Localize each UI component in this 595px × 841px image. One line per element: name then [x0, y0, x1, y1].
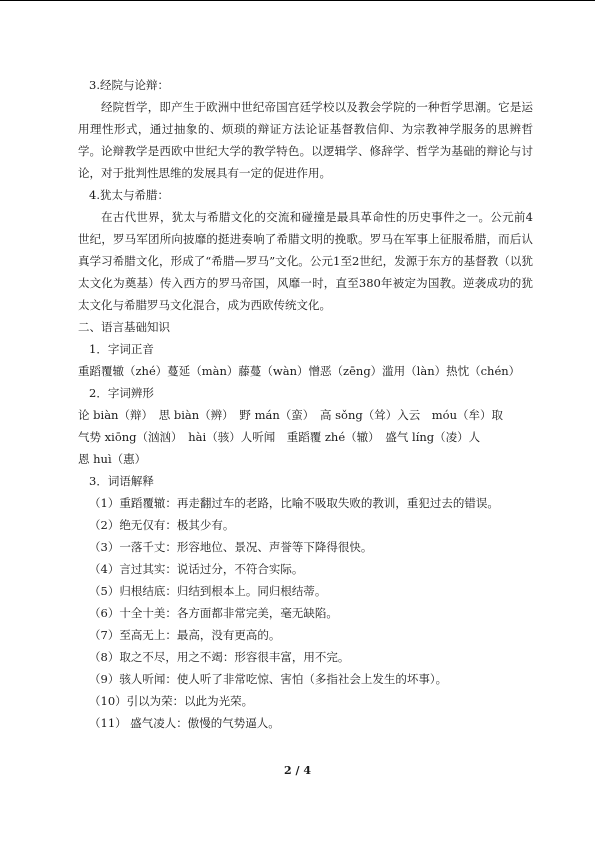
subsection-1-heading: 1．字词正音: [89, 342, 154, 356]
section-3-heading: 3.经院与论辩：: [89, 78, 169, 92]
definition-item: （6）十全十美：各方面都非常完美，毫无缺陷。: [89, 606, 338, 620]
definition-item: （1）重蹈覆辙：再走翻过车的老路，比喻不吸取失败的教训，重犯过去的错误。: [89, 496, 499, 510]
character-form-line: 气势 xiōng（汹汹） hài（骇）人听闻 重蹈覆 zhé（辙） 盛气 líng（凌）人: [78, 430, 481, 444]
section-4-paragraph-1: 在古代世界，犹太与希腊文化的交流和碰撞是最具革命性的历史事件之一。公元前4世纪，罗马军团所向披靡的挺进奏响了希腊文明的挽歌。罗马在军事上征服希腊，而后认真学习希腊文化，形成了“希腊—罗马”文化。公元1至2世纪，发源于东方的基督教（以犹太文化为奠基）传入西方的罗马帝国，风靡一时，直至380年被定为国教。逆袭成功的犹太文化与希腊罗马文化混合，成为西欧传统文化。: [78, 210, 533, 312]
definition-item: （10）引以为荣：以此为光荣。: [89, 694, 254, 708]
definition-item: （4）言过其实：说话过分，不符合实际。: [89, 562, 304, 576]
subsection-2-heading: 2．字词辨形: [89, 386, 154, 400]
section-3-paragraph-2: 论辩教学是西欧中世纪大学的教学特色。以逻辑学、修辞学、哲学为基础的辩论与讨论，对于批判性思维的发展具有一定的促进作用。: [78, 144, 533, 180]
definition-item: （9）骇人听闻：使人听了非常吃惊、害怕（多指社会上发生的坏事）。: [89, 672, 448, 686]
definition-item: （5）归根结底：归结到根本上。同归根结蒂。: [89, 584, 327, 598]
top-border-line: [0, 0, 595, 1]
character-form-line: 论 biàn（辩） 思 biàn（辨） 野 mán（蛮） 高 sǒng（耸）入云 móu（牟）取: [78, 408, 503, 422]
section-4-heading: 4.犹太与希腊：: [89, 188, 169, 202]
definition-item: （2）绝无仅有：极其少有。: [89, 518, 235, 532]
document-body: [78, 74, 533, 734]
part-2-heading: 二、语言基础知识: [78, 320, 170, 334]
pronunciation-line: 重蹈覆辙（zhé）蔓延（màn）藤蔓（wàn）憎恶（zēng）滥用（làn）热忱（chén）: [78, 364, 521, 378]
subsection-3-heading: 3．词语解释: [89, 474, 154, 488]
page-number: 2 / 4: [284, 764, 311, 777]
definition-item: （3）一落千丈：形容地位、景况、声誉等下降得很快。: [89, 540, 373, 554]
section-3-paragraph-1: 经院哲学，即产生于欧洲中世纪帝国宫廷学校以及教会学院的一种哲学思潮。它是运用理性形式，通过抽象的、烦琐的辩证方法论证基督教信仰、为宗教神学服务的思辨哲学。: [78, 100, 533, 158]
character-form-line: 恩 huì（惠）: [78, 452, 147, 466]
definition-item: （11） 盛气凌人：傲慢的气势逼人。: [89, 716, 280, 730]
definition-item: （8）取之不尽，用之不竭：形容很丰富，用不完。: [89, 650, 350, 664]
definition-item: （7）至高无上：最高，没有更高的。: [89, 628, 281, 642]
